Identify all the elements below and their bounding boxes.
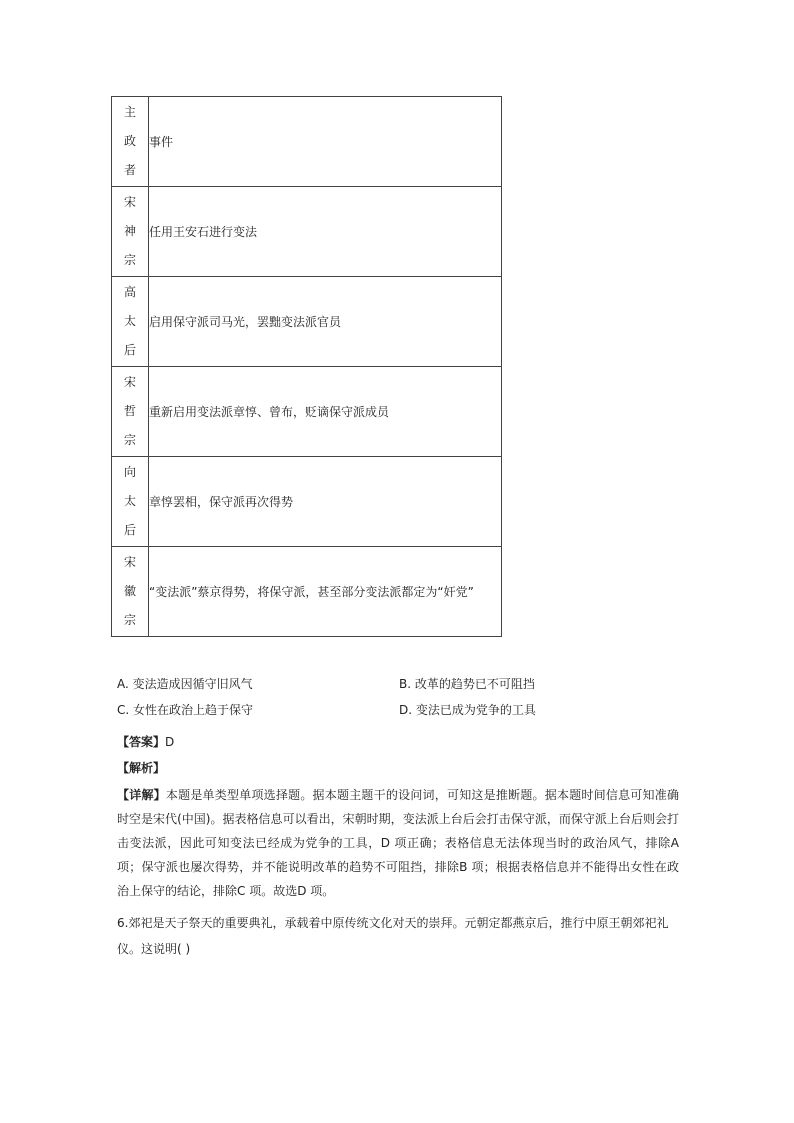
option-a: A. 变法造成因循守旧风气 xyxy=(117,677,253,691)
detail-text: 本题是单类型单项选择题。据本题主题干的设问词，可知这是推断题。据本题时间信息可知准确时空是宋代(中国)。据表格信息可以看出，宋朝时期，变法派上台后会打击保守派，而保守派上台后则会打击变法派，因此可知变法已经成为党争的工具，D 项正确；表格信息无法体现当时的政治风气，排除A 项；保守派也屡次得势，并不能说明改革的趋势不可阻挡，排除B 项；根据表格信息并不能得出女性在政治上保守的结论，排除C 项。故选D 项。 xyxy=(117,788,679,898)
analysis-label: 【解析】 xyxy=(117,761,166,775)
answer-label: 【答案】 xyxy=(117,735,166,749)
option-d: D. 变法已成为党争的工具 xyxy=(399,703,536,717)
question-6: 6.郊祀是天子祭天的重要典礼，承载着中原传统文化对天的崇拜。元朝定都燕京后，推行中原王朝郊祀礼 仪。这说明( ) xyxy=(117,916,669,956)
event-cell: 章惇罢相，保守派再次得势 xyxy=(149,457,502,547)
table-row xyxy=(112,457,502,547)
ruler-char: 太 xyxy=(123,314,136,328)
ruler-cell xyxy=(112,457,149,547)
answer-line xyxy=(117,733,174,750)
option-c: C. 女性在政治上趋于保守 xyxy=(117,703,254,717)
event-cell: 启用保守派司马光，罢黜变法派官员 xyxy=(149,277,502,367)
ruler-char: 宗 xyxy=(123,253,136,267)
ruler-char: 哲 xyxy=(123,404,136,418)
event-cell: “变法派”蔡京得势，将保守派，甚至部分变法派都定为“奸党” xyxy=(149,547,502,637)
event-cell: 任用王安石进行变法 xyxy=(149,187,502,277)
detail-paragraph xyxy=(117,783,679,903)
ruler-char: 者 xyxy=(123,163,136,177)
ruler-cell xyxy=(112,547,149,637)
analysis-heading xyxy=(117,759,165,776)
ruler-cell xyxy=(112,187,149,277)
ruler-header-cell xyxy=(112,97,149,187)
ruler-cell xyxy=(112,367,149,457)
detail-label: 【详解】 xyxy=(117,788,166,802)
ruler-char: 太 xyxy=(123,494,136,508)
ruler-char: 宋 xyxy=(123,555,136,569)
option-b: B. 改革的趋势已不可阻挡 xyxy=(399,677,535,691)
events-table xyxy=(111,96,502,637)
table-header-row xyxy=(112,97,502,187)
ruler-char: 高 xyxy=(123,285,136,299)
event-header-cell: 事件 xyxy=(149,97,502,187)
ruler-char: 神 xyxy=(123,224,136,238)
ruler-char: 向 xyxy=(123,465,136,479)
table-row xyxy=(112,367,502,457)
answer-value: D xyxy=(165,735,175,749)
options-row xyxy=(117,676,677,702)
event-cell: 重新启用变法派章惇、曾布，贬谪保守派成员 xyxy=(149,367,502,457)
table-row xyxy=(112,277,502,367)
ruler-cell xyxy=(112,277,149,367)
table-row xyxy=(112,187,502,277)
ruler-char: 政 xyxy=(123,134,136,148)
ruler-char: 宗 xyxy=(123,433,136,447)
ruler-char: 后 xyxy=(123,523,136,537)
ruler-char: 宋 xyxy=(123,195,136,209)
answer-options xyxy=(117,676,677,728)
table-row xyxy=(112,547,502,637)
ruler-char: 主 xyxy=(123,105,136,119)
ruler-char: 宋 xyxy=(123,375,136,389)
options-row xyxy=(117,702,677,728)
ruler-char: 后 xyxy=(123,343,136,357)
ruler-char: 徽 xyxy=(123,584,136,598)
ruler-char: 宗 xyxy=(123,613,136,627)
